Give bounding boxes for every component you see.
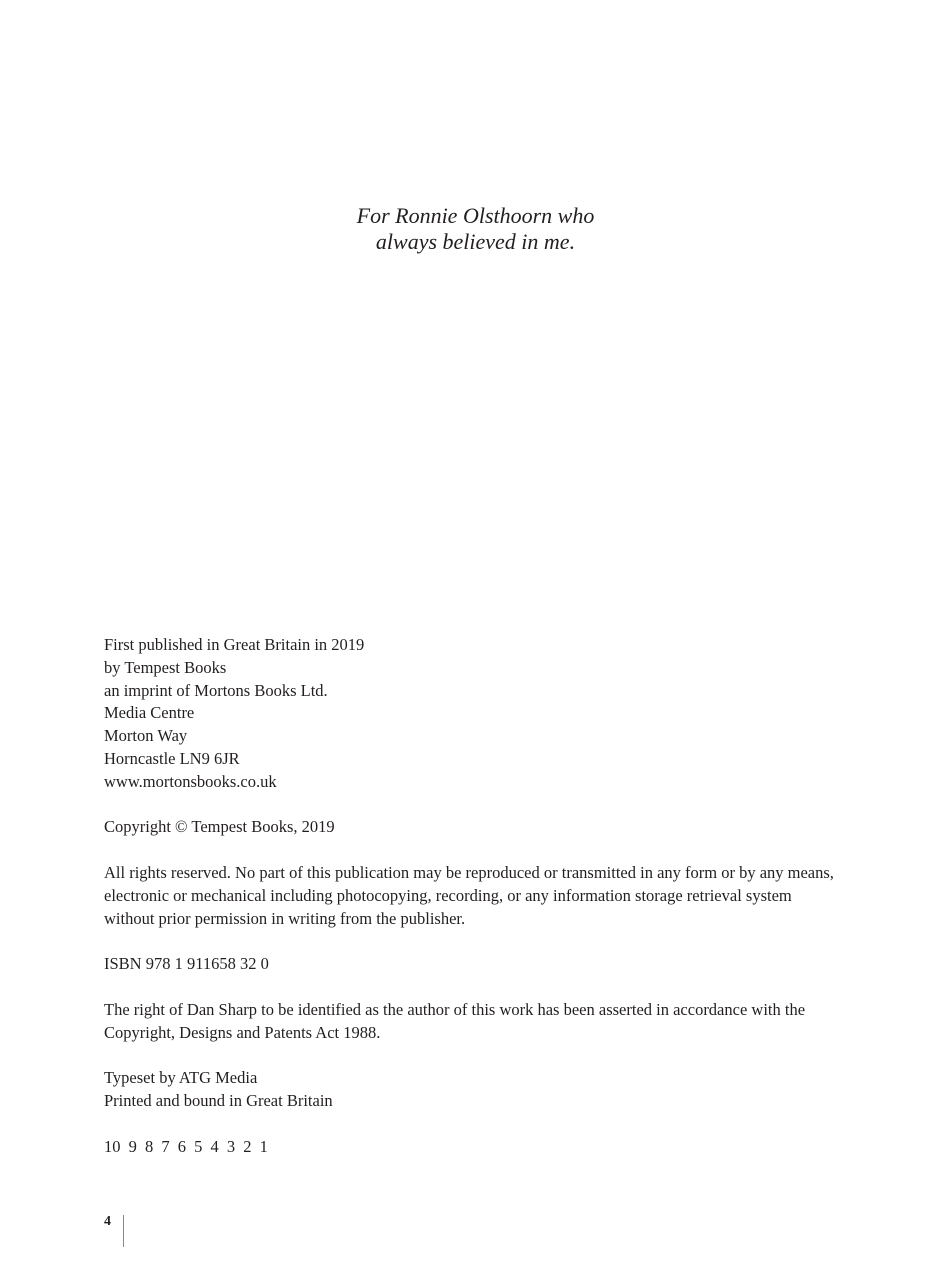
isbn: ISBN 978 1 911658 32 0 <box>104 954 269 974</box>
printed-credit: Printed and bound in Great Britain <box>104 1090 333 1110</box>
publisher-line: by Tempest Books <box>104 657 227 677</box>
publisher-website: www.mortonsbooks.co.uk <box>104 771 277 791</box>
publisher-address-block <box>104 634 844 794</box>
publisher-line: Media Centre <box>104 703 195 723</box>
page-number: 4 <box>104 1214 111 1229</box>
copyright-page-imprint <box>104 634 844 1158</box>
copyright-notice: Copyright © Tempest Books, 2019 <box>104 817 335 837</box>
dedication <box>0 203 951 255</box>
publisher-line: an imprint of Mortons Books Ltd. <box>104 680 328 700</box>
dedication-line-2: always believed in me. <box>375 229 576 254</box>
dedication-line-1: For Ronnie Olsthoorn who <box>356 203 595 228</box>
folio-divider <box>123 1215 124 1247</box>
printer-key-line: 10 9 8 7 6 5 4 3 2 1 <box>104 1136 268 1156</box>
rights-reserved-notice: All rights reserved. No part of this publication may be reproduced or transmitted in any form or by any means, electronic or mechanical including photocopying, recording, or any information storage retrieval system without prior permission in writing from the publisher. <box>104 862 834 928</box>
moral-rights-notice: The right of Dan Sharp to be identified as the author of this work has been asserted in accordance with the Copyright, Designs and Patents Act 1988. <box>104 999 806 1042</box>
typeset-credit: Typeset by ATG Media <box>104 1068 258 1088</box>
publisher-line: Morton Way <box>104 726 188 746</box>
publisher-line: Horncastle LN9 6JR <box>104 748 240 768</box>
publisher-line: First published in Great Britain in 2019 <box>104 635 365 654</box>
production-credits <box>104 1067 844 1113</box>
